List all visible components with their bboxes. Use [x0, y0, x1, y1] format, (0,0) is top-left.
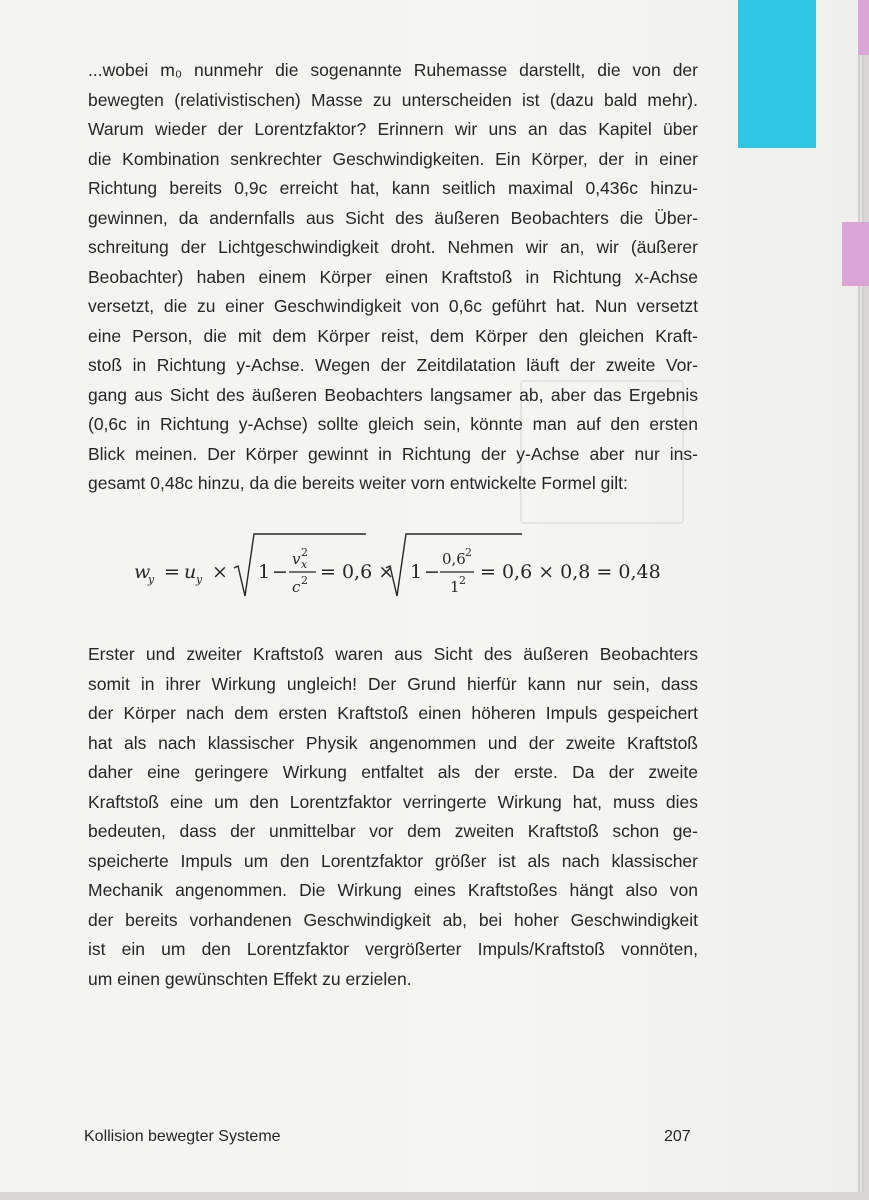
- frac2-num-sup: 2: [465, 546, 472, 559]
- text-line: gesamt 0,48c hinzu, da die bereits weiter vorn entwickelte Formel gilt:: [88, 473, 628, 493]
- frac2-num: 0,6: [442, 550, 466, 568]
- formula-result: = 0,6 × 0,8 = 0,48: [480, 561, 661, 583]
- text-line: bewegten (relativistischen) Masse zu unterscheiden ist (dazu bald mehr).: [88, 89, 698, 110]
- text-line: (0,6c in Richtung y-Achse) sollte gleich sein, könnte man auf den ersten: [88, 414, 698, 434]
- formula-one-a: 1: [258, 561, 271, 583]
- text-line: Richtung bereits 0,9c erreicht hat, kann seitlich maximal 0,436c hinzu-: [88, 178, 698, 198]
- text-line: Beobachter) haben einem Körper einen Kraftstoß in Richtung x-Achse: [88, 266, 698, 287]
- paragraph-intro: [88, 56, 698, 499]
- lorentz-formula: [134, 526, 661, 606]
- frac1-den-c: c: [292, 578, 301, 596]
- text-line: speicherte Impuls um den Lorentzfaktor größer ist als nach klassischer: [88, 850, 698, 871]
- formula-one-b: 1: [410, 561, 423, 583]
- text-line: bedeuten, dass der unmittelbar vor dem zweiten Kraftstoß schon ge-: [88, 821, 698, 841]
- frac2-den: 1: [450, 578, 460, 596]
- text-line: stoß in Richtung y-Achse. Wegen der Zeitdilatation läuft der zweite Vor-: [88, 355, 698, 375]
- text-line: schreitung der Lichtgeschwindigkeit droht. Nehmen wir an, wir (äußerer: [88, 237, 698, 257]
- text-line: versetzt, die zu einer Geschwindigkeit von 0,6c geführt hat. Nun versetzt: [88, 296, 698, 316]
- text-line: die Kombination senkrechter Geschwindigkeiten. Ein Körper, der in einer: [88, 148, 698, 169]
- formula-svg: [134, 526, 661, 606]
- text-line: Kraftstoß eine um den Lorentzfaktor verringerte Wirkung hat, muss dies: [88, 791, 698, 812]
- text-line: Blick meinen. Der Körper gewinnt in Richtung der y-Achse aber nur ins-: [88, 443, 698, 464]
- text-line: der bereits vorhandenen Geschwindigkeit ab, bei hoher Geschwindigkeit: [88, 909, 698, 930]
- pink-bookmark-tab-top: [858, 0, 869, 55]
- text-line: Warum wieder der Lorentzfaktor? Erinnern wir uns an das Kapitel über: [88, 119, 698, 139]
- formula-w: w: [134, 561, 151, 583]
- formula-u: u: [184, 561, 197, 583]
- pink-bookmark-tab: [842, 222, 869, 286]
- formula-u-sub: y: [196, 573, 203, 586]
- page-number: 207: [664, 1128, 691, 1145]
- text-line: gewinnen, da andernfalls aus Sicht des äußeren Beobachters die Über-: [88, 207, 698, 228]
- text-line: eine Person, die mit dem Körper reist, dem Körper den gleichen Kraft-: [88, 325, 698, 346]
- text-line: Mechanik angenommen. Die Wirkung eines Kraftstoßes hängt also von: [88, 880, 698, 900]
- text-line: ist ein um den Lorentzfaktor vergrößerter Impuls/Kraftstoß vonnöten,: [88, 939, 698, 959]
- paragraph-conclusion: [88, 640, 698, 994]
- formula-minus-b: −: [424, 561, 440, 583]
- frac1-num-v: v: [292, 550, 301, 568]
- text-line: gang aus Sicht des äußeren Beobachters langsamer ab, aber das Ergebnis: [88, 384, 698, 405]
- text-line: der Körper nach dem ersten Kraftstoß einen höheren Impuls gespeichert: [88, 703, 698, 723]
- frac1-num-sup: 2: [301, 546, 308, 559]
- text-line: hat als nach klassischer Physik angenommen und der zweite Kraftstoß: [88, 732, 698, 753]
- cyan-bookmark-tab: [738, 0, 816, 148]
- frac1-num-sub: x: [301, 558, 308, 571]
- text-line: Erster und zweiter Kraftstoß waren aus Sicht des äußeren Beobachters: [88, 644, 698, 664]
- frac2-den-sup: 2: [459, 574, 466, 587]
- formula-eq2: = 0,6 ×: [320, 561, 395, 583]
- running-footer-title: Kollision bewegter Systeme: [84, 1128, 281, 1145]
- formula-minus-a: −: [272, 561, 288, 583]
- text-line: daher eine geringere Wirkung entfaltet als der erste. Da der zweite: [88, 762, 698, 782]
- frac1-den-sup: 2: [301, 574, 308, 587]
- formula-eq1: =: [164, 561, 180, 583]
- text-line: somit in ihrer Wirkung ungleich! Der Grund hierfür kann nur sein, dass: [88, 673, 698, 694]
- formula-times: ×: [212, 561, 228, 583]
- text-line: um einen gewünschten Effekt zu erzielen.: [88, 968, 412, 989]
- text-line: ...wobei m₀ nunmehr die sogenannte Ruhemasse darstellt, die von der: [88, 60, 698, 80]
- formula-w-sub: y: [148, 573, 155, 586]
